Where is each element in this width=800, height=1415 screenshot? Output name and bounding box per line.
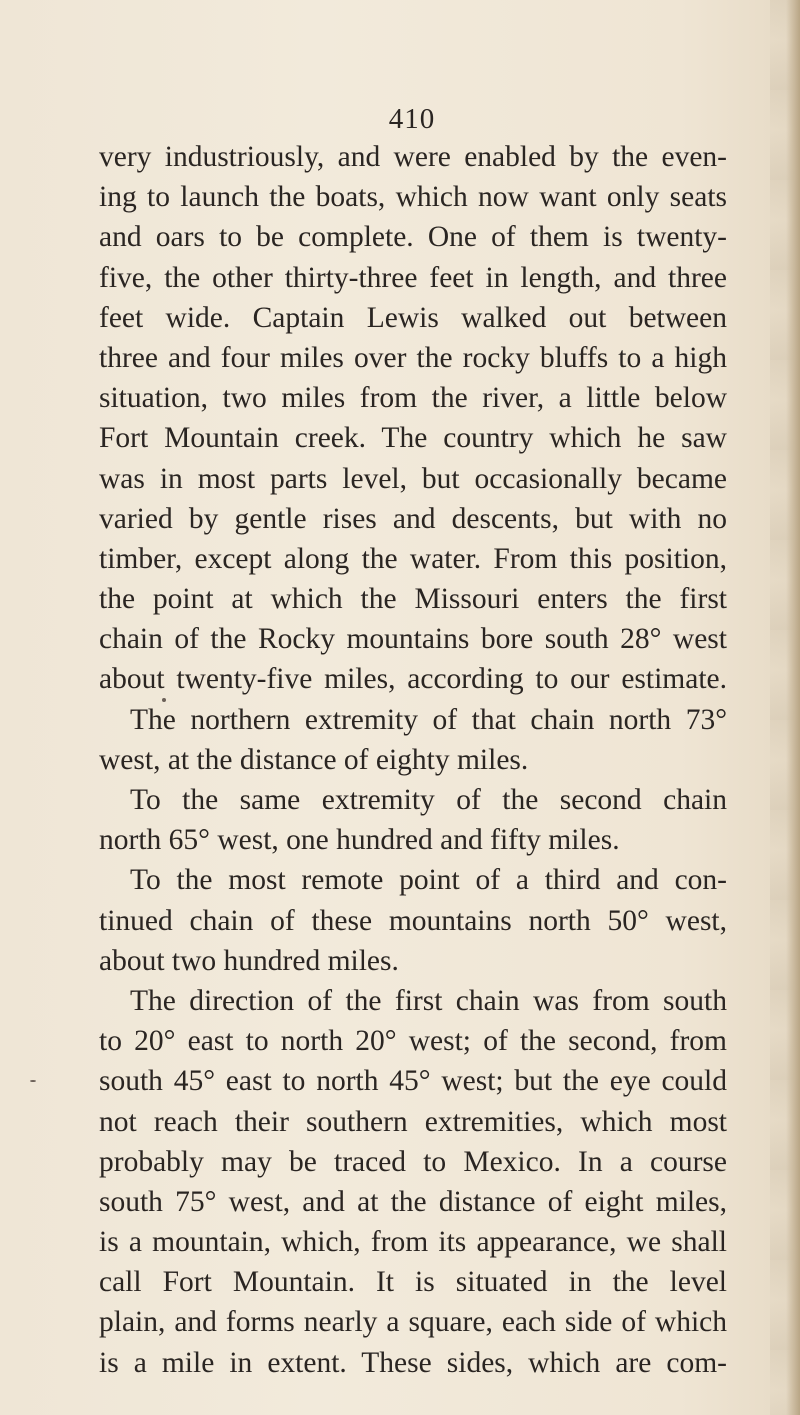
ink-fleck bbox=[162, 698, 166, 702]
text-line: The northern extremity of that chain north 73° bbox=[130, 703, 727, 736]
text-line: west, at the distance of eighty miles. bbox=[99, 743, 529, 776]
text-line: tinued chain of these mountains north 50° west, bbox=[99, 904, 727, 937]
text-line: about two hundred miles. bbox=[99, 944, 399, 977]
page-edge bbox=[786, 0, 800, 1415]
text-line: south 75° west, and at the distance of eight miles, bbox=[99, 1185, 727, 1218]
text-line: very industriously, and were enabled by the even- bbox=[99, 141, 727, 173]
text-line: timber, except along the water. From this position, bbox=[99, 542, 727, 575]
text-line: not reach their southern extremities, which most bbox=[99, 1105, 727, 1138]
text-line: to 20° east to north 20° west; of the second, from bbox=[99, 1025, 727, 1058]
text-line: situation, two miles from the river, a little below bbox=[99, 382, 727, 415]
text-line: The direction of the first chain was from south bbox=[130, 984, 727, 1017]
text-line: plain, and forms nearly a square, each side of which bbox=[99, 1306, 727, 1339]
body-text bbox=[99, 137, 727, 1383]
text-line: To the same extremity of the second chain bbox=[130, 784, 727, 816]
text-line: north 65° west, one hundred and fifty miles. bbox=[99, 824, 620, 857]
text-line: was in most parts level, but occasionally became bbox=[99, 462, 727, 495]
text-line: chain of the Rocky mountains bore south 28° west bbox=[99, 623, 727, 656]
text-line: is a mile in extent. These sides, which are com- bbox=[99, 1346, 727, 1379]
text-line: is a mountain, which, from its appearance, we shall bbox=[99, 1226, 727, 1259]
text-line: feet wide. Captain Lewis walked out between bbox=[99, 301, 727, 334]
text-line: three and four miles over the rocky bluffs to a high bbox=[99, 341, 727, 374]
text-line: call Fort Mountain. It is situated in the level bbox=[99, 1266, 727, 1299]
text-line: Fort Mountain creek. The country which he saw bbox=[99, 422, 727, 455]
text-line: To the most remote point of a third and con- bbox=[130, 864, 727, 897]
text-line: probably may be traced to Mexico. In a course bbox=[99, 1145, 727, 1178]
text-line: ing to launch the boats, which now want only seats bbox=[99, 181, 727, 214]
text-line: the point at which the Missouri enters the first bbox=[99, 583, 727, 616]
ink-fleck bbox=[30, 1080, 36, 1082]
text-line: and oars to be complete. One of them is twenty- bbox=[99, 221, 727, 254]
text-line: south 45° east to north 45° west; but the eye could bbox=[99, 1065, 727, 1098]
page-number: 410 bbox=[388, 103, 436, 135]
text-line: about twenty-five miles, according to our estimate. bbox=[99, 663, 727, 696]
text-line: five, the other thirty-three feet in length, and three bbox=[99, 261, 727, 294]
text-line: varied by gentle rises and descents, but with no bbox=[99, 502, 727, 535]
